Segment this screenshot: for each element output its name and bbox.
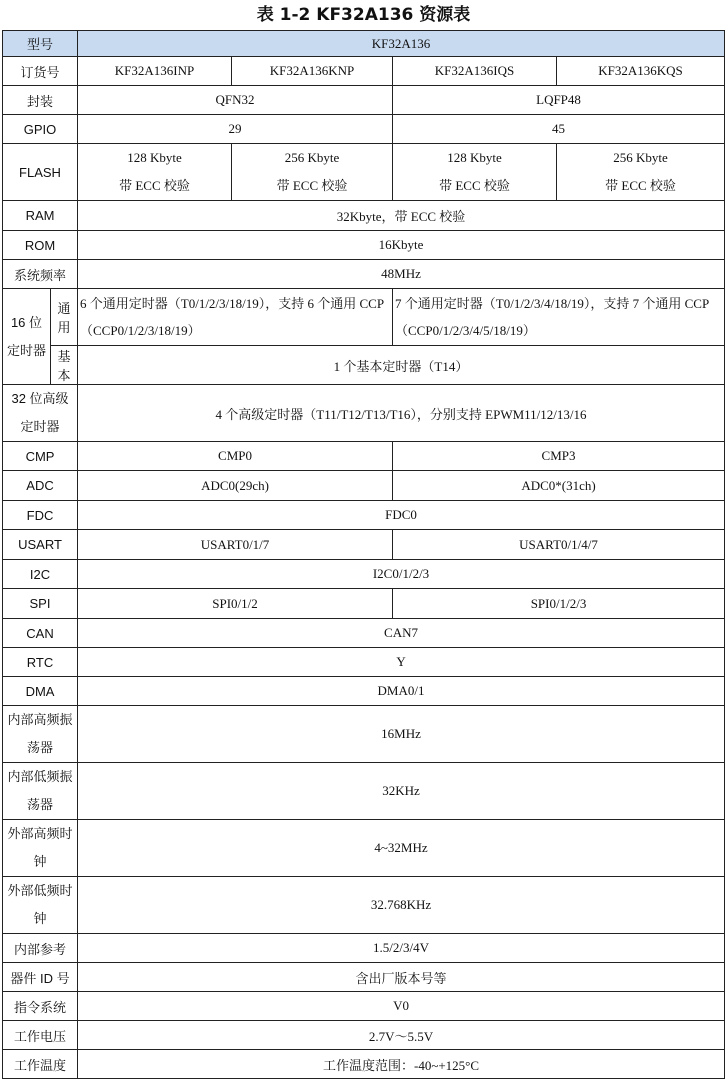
flash-size: 256 Kbyte (613, 150, 668, 165)
label-freq: 系统频率 (3, 260, 78, 289)
row-flash (3, 144, 725, 201)
value-ext-l: 32.768KHz (78, 877, 725, 934)
label-can: CAN (3, 619, 78, 648)
timer16-general-left: 6 个通用定时器（T0/1/2/3/18/19），支持 6 个通用 CCP（CCP0/1/2/3/18/19） (78, 289, 393, 346)
value-temp: 工作温度范围：-40~+125°C (78, 1050, 725, 1079)
label-cmp: CMP (3, 442, 78, 471)
label-spi: SPI (3, 589, 78, 619)
timer32-label-line2: 定时器 (20, 419, 60, 434)
label-i2c: I2C (3, 560, 78, 589)
row-ext-h (3, 820, 725, 877)
cmp-left: CMP0 (78, 442, 393, 471)
hosc-label-line2: 荡器 (27, 740, 54, 755)
order-iqs: KF32A136IQS (393, 57, 557, 86)
label-timer16-general: 通用 (51, 289, 78, 346)
label-order: 订货号 (3, 57, 78, 86)
value-ext-h: 4~32MHz (78, 820, 725, 877)
order-inp: KF32A136INP (78, 57, 232, 86)
row-vref (3, 934, 725, 963)
row-cmp (3, 442, 725, 471)
label-timer16 (3, 289, 51, 385)
label-devid: 器件 ID 号 (3, 963, 78, 992)
flash-iqs (393, 144, 557, 201)
row-can (3, 619, 725, 648)
package-lqfp: LQFP48 (393, 86, 725, 115)
label-timer16-basic: 基本 (51, 346, 78, 385)
label-temp: 工作温度 (3, 1050, 78, 1079)
value-rtc: Y (78, 648, 725, 677)
ext-l-label-line2: 钟 (33, 911, 47, 926)
row-gpio (3, 115, 725, 144)
flash-knp (232, 144, 393, 201)
row-rtc (3, 648, 725, 677)
row-package (3, 86, 725, 115)
row-fdc (3, 501, 725, 530)
label-rtc: RTC (3, 648, 78, 677)
flash-ecc: 带 ECC 校验 (439, 178, 510, 193)
label-timer32 (3, 385, 78, 442)
value-freq: 48MHz (78, 260, 725, 289)
timer16-label-line2: 定时器 (6, 342, 46, 358)
row-devid (3, 963, 725, 992)
row-timer16-basic (3, 346, 725, 385)
value-timer32: 4 个高级定时器（T11/T12/T13/T16），分别支持 EPWM11/12/13/16 (78, 385, 725, 442)
row-i2c (3, 560, 725, 589)
value-hosc: 16MHz (78, 706, 725, 763)
row-timer16-general (3, 289, 725, 346)
label-isa: 指令系统 (3, 992, 78, 1021)
value-losc: 32KHz (78, 763, 725, 820)
resource-table (2, 30, 725, 1079)
ext-h-label-line1: 外部高频时 (7, 826, 73, 841)
row-model (3, 31, 725, 57)
losc-label-line1: 内部低频振 (7, 769, 73, 784)
row-dma (3, 677, 725, 706)
gpio-lqfp: 45 (393, 115, 725, 144)
row-ext-l (3, 877, 725, 934)
flash-size: 128 Kbyte (447, 150, 502, 165)
timer16-basic-value: 1 个基本定时器（T14） (78, 346, 725, 385)
label-ram: RAM (3, 201, 78, 231)
label-flash: FLASH (3, 144, 78, 201)
adc-left: ADC0(29ch) (78, 471, 393, 501)
flash-ecc: 带 ECC 校验 (276, 178, 348, 193)
package-qfn: QFN32 (78, 86, 393, 115)
timer16-general-right: 7 个通用定时器（T0/1/2/3/4/18/19），支持 7 个通用 CCP（CCP0/1/2/3/4/5/18/19） (393, 289, 725, 346)
flash-size: 128 Kbyte (127, 150, 182, 165)
row-voltage (3, 1021, 725, 1050)
row-freq (3, 260, 725, 289)
order-knp: KF32A136KNP (232, 57, 393, 86)
flash-ecc: 带 ECC 校验 (605, 178, 676, 193)
value-model: KF32A136 (78, 31, 725, 57)
row-ram (3, 201, 725, 231)
flash-size: 256 Kbyte (284, 150, 340, 165)
value-voltage: 2.7V～5.5V (78, 1021, 725, 1050)
row-hosc (3, 706, 725, 763)
spi-left: SPI0/1/2 (78, 589, 393, 619)
flash-kqs (557, 144, 725, 201)
value-devid: 含出厂版本号等 (78, 963, 725, 992)
row-losc (3, 763, 725, 820)
row-usart (3, 530, 725, 560)
usart-right: USART0/1/4/7 (393, 530, 725, 560)
label-losc (3, 763, 78, 820)
usart-left: USART0/1/7 (78, 530, 393, 560)
label-package: 封装 (3, 86, 78, 115)
table-caption: 表 1-2 KF32A136 资源表 (256, 5, 471, 25)
adc-right: ADC0*(31ch) (393, 471, 725, 501)
row-order (3, 57, 725, 86)
label-usart: USART (3, 530, 78, 560)
value-isa: V0 (78, 992, 725, 1021)
losc-label-line2: 荡器 (27, 797, 54, 812)
cmp-right: CMP3 (393, 442, 725, 471)
flash-inp (78, 144, 232, 201)
ext-l-label-line1: 外部低频时 (7, 883, 73, 898)
row-adc (3, 471, 725, 501)
row-temp (3, 1050, 725, 1079)
label-vref: 内部参考 (3, 934, 78, 963)
hosc-label-line1: 内部高频振 (7, 712, 73, 727)
timer32-label-line1: 32 位高级 (11, 391, 69, 406)
ext-h-label-line2: 钟 (33, 854, 47, 869)
order-kqs: KF32A136KQS (557, 57, 725, 86)
label-voltage: 工作电压 (3, 1021, 78, 1050)
row-rom (3, 231, 725, 260)
value-ram: 32Kbyte，带 ECC 校验 (78, 201, 725, 231)
timer16-label-line1: 16 位 (10, 314, 43, 330)
label-gpio: GPIO (3, 115, 78, 144)
label-fdc: FDC (3, 501, 78, 530)
value-i2c: I2C0/1/2/3 (78, 560, 725, 589)
value-rom: 16Kbyte (78, 231, 725, 260)
value-vref: 1.5/2/3/4V (78, 934, 725, 963)
row-isa (3, 992, 725, 1021)
value-fdc: FDC0 (78, 501, 725, 530)
label-ext-h (3, 820, 78, 877)
label-model: 型号 (3, 31, 78, 57)
label-ext-l (3, 877, 78, 934)
label-rom: ROM (3, 231, 78, 260)
value-can: CAN7 (78, 619, 725, 648)
row-spi (3, 589, 725, 619)
label-dma: DMA (3, 677, 78, 706)
spi-right: SPI0/1/2/3 (393, 589, 725, 619)
row-timer32 (3, 385, 725, 442)
flash-ecc: 带 ECC 校验 (119, 178, 190, 193)
label-hosc (3, 706, 78, 763)
value-dma: DMA0/1 (78, 677, 725, 706)
label-adc: ADC (3, 471, 78, 501)
gpio-qfn: 29 (78, 115, 393, 144)
